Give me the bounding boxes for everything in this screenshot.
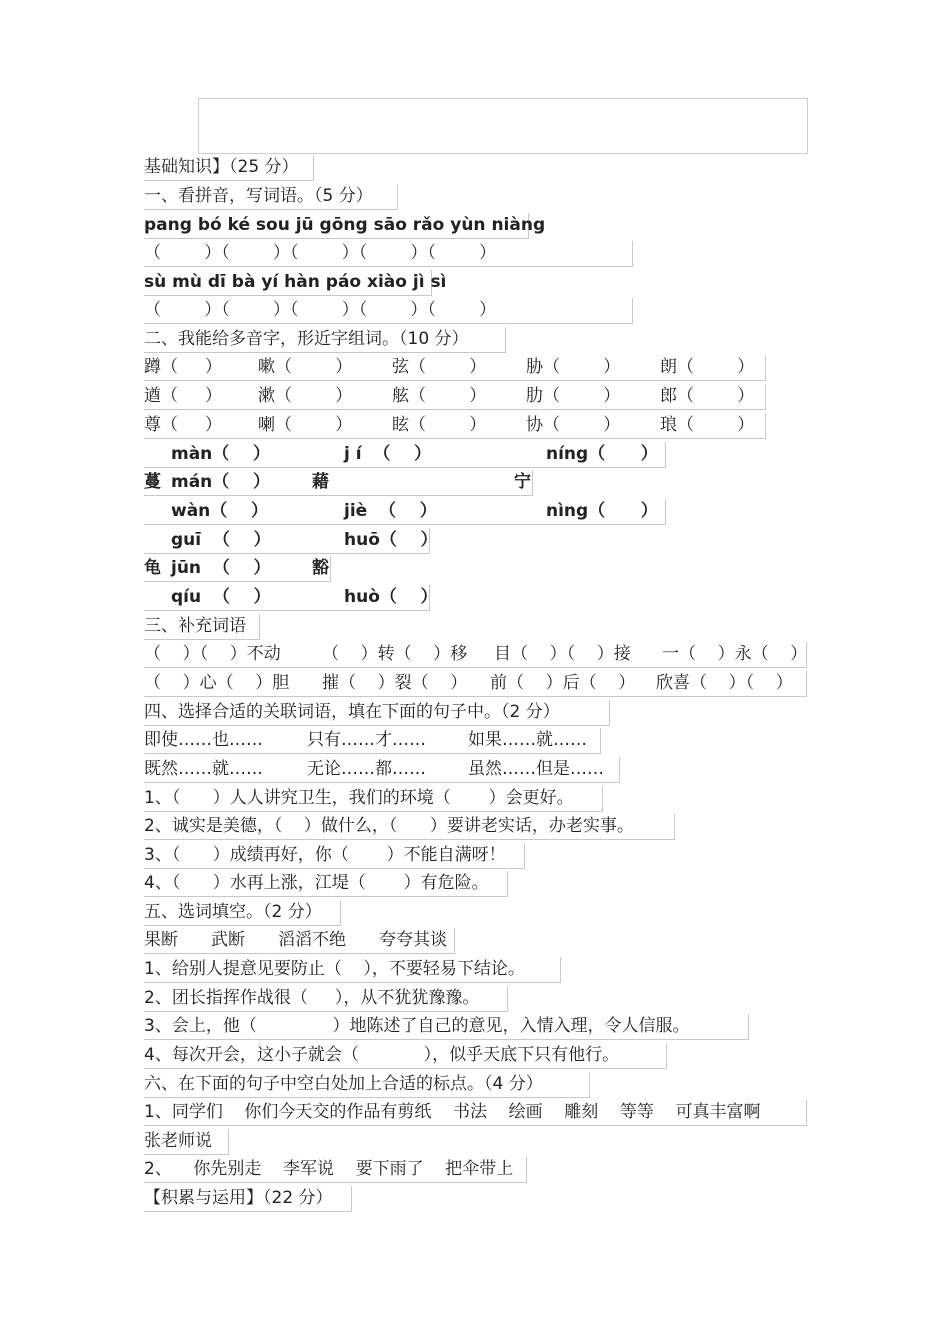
q2-cell[interactable]: 肋（ ）: [526, 386, 621, 406]
q2-poly-char: 宁: [514, 472, 531, 492]
q4-word: 如果……就……: [468, 730, 587, 750]
q2-poly-row: [144, 585, 438, 611]
q2-char-row: [144, 413, 766, 439]
q2-char-row: [144, 355, 766, 381]
q3-row: [144, 642, 807, 668]
q5-title: 五、选词填空。（2 分）: [144, 900, 341, 926]
q5-word: 武断: [211, 930, 245, 950]
section-title: 基础知识】（25 分）: [144, 155, 314, 181]
q4-sentence[interactable]: 2、诚实是美德，（ ）做什么，（ ）要讲老实话，办老实事。: [144, 814, 675, 840]
q6-sentence-cont[interactable]: 张老师说: [144, 1129, 229, 1155]
q2-poly-row: [144, 556, 331, 582]
q4-sentence[interactable]: 3、（ ）成绩再好，你（ ）不能自满呀！: [144, 843, 525, 869]
q4-word: 只有……才……: [307, 730, 426, 750]
q4-sentence[interactable]: 1、（ ）人人讲究卫生，我们的环境（ ）会更好。: [144, 786, 603, 812]
q2-cell[interactable]: 漱（ ）: [258, 386, 353, 406]
q5-sentence[interactable]: 2、团长指挥作战很（ ），从不犹犹豫豫。: [144, 986, 508, 1012]
q2-cell[interactable]: 协（ ）: [526, 415, 621, 435]
q4-word-row: [144, 757, 620, 783]
q2-cell[interactable]: 胁（ ）: [526, 357, 621, 377]
q2-poly-cell[interactable]: guī （ ）: [171, 530, 271, 550]
q5-sentence[interactable]: 1、给别人提意见要防止（ ），不要轻易下结论。: [144, 957, 561, 983]
q2-cell[interactable]: 郎（ ）: [660, 386, 755, 406]
q2-poly-char: 蔓: [144, 472, 161, 492]
q1-title: 一、看拼音，写词语。（5 分）: [144, 184, 398, 210]
q2-poly-cell[interactable]: wàn（ ）: [171, 501, 268, 521]
q2-cell[interactable]: 遒（ ）: [144, 386, 223, 406]
q2-poly-cell[interactable]: j í （ ）: [344, 444, 432, 464]
q3-row: [144, 671, 807, 697]
q2-poly-row: [144, 528, 438, 554]
q3-cell[interactable]: 目（ ）（ ）接: [494, 644, 631, 664]
q2-poly-cell[interactable]: huō（ ）: [344, 530, 438, 550]
q5-word: 滔滔不绝: [278, 930, 346, 950]
q4-word-row: [144, 728, 601, 754]
q2-cell[interactable]: 弦（ ）: [392, 357, 487, 377]
q5-word-row: [144, 928, 455, 954]
q2-poly-char: 龟: [144, 558, 161, 578]
q4-word: 即使……也……: [144, 730, 263, 750]
q2-cell[interactable]: 喇（ ）: [258, 415, 353, 435]
q4-word: 无论……都……: [307, 759, 426, 779]
q2-poly-cell[interactable]: jūn （ ）: [171, 558, 271, 578]
q2-poly-row: [144, 499, 666, 525]
q3-title: 三、补充词语: [144, 614, 260, 640]
q1-blanks-line1[interactable]: （ ）（ ）（ ）（ ）（ ）: [144, 241, 633, 267]
q2-poly-cell[interactable]: huò（ ）: [344, 587, 438, 607]
q5-sentence[interactable]: 3、会上，他（ ）地陈述了自己的意见，入情入理，令人信服。: [144, 1014, 749, 1040]
q1-pinyin-line1: pang bó ké sou jū gōng sāo rǎo yùn niàng: [144, 213, 529, 239]
q4-title: 四、选择合适的关联词语，填在下面的句子中。（2 分）: [144, 700, 610, 726]
q2-poly-cell[interactable]: nìng（ ）: [546, 501, 658, 521]
q2-char-row: [144, 384, 766, 410]
q6-title: 六、在下面的句子中空白处加上合适的标点。（4 分）: [144, 1072, 590, 1098]
q1-blanks-line2[interactable]: （ ）（ ）（ ）（ ）（ ）: [144, 298, 633, 324]
q2-cell[interactable]: 朗（ ）: [660, 357, 755, 377]
q2-cell[interactable]: 舷（ ）: [392, 386, 487, 406]
q2-title: 二、我能给多音字，形近字组词。（10 分）: [144, 327, 506, 353]
q2-cell[interactable]: 尊（ ）: [144, 415, 223, 435]
q2-poly-cell[interactable]: màn（ ）: [171, 444, 270, 464]
q2-poly-row: [144, 470, 533, 496]
q2-cell[interactable]: 蹲（ ）: [144, 357, 223, 377]
q6-sentence[interactable]: 2、 你先别走 李军说 要下雨了 把伞带上: [144, 1157, 527, 1183]
q2-cell[interactable]: 眩（ ）: [392, 415, 487, 435]
q2-poly-cell[interactable]: qíu （ ）: [171, 587, 271, 607]
q2-poly-char: 藉: [312, 472, 329, 492]
q1-pinyin-line2: sù mù dī bà yí hàn páo xiào jì sì: [144, 270, 432, 296]
q5-sentence[interactable]: 4、每次开会，这小子就会（ ），似乎天底下只有他行。: [144, 1043, 667, 1069]
header-box: [198, 98, 808, 154]
q3-cell[interactable]: 欣喜（ ）（ ）: [656, 673, 793, 693]
q5-word: 果断: [144, 930, 178, 950]
q3-cell[interactable]: （ ）转（ ）移: [322, 644, 468, 664]
q3-cell[interactable]: （ ）（ ）不动: [144, 644, 281, 664]
q2-poly-cell[interactable]: mán（ ）: [171, 472, 270, 492]
section-title: 【积累与运用】（22 分）: [144, 1186, 352, 1212]
q3-cell[interactable]: 摧（ ）裂（ ）: [322, 673, 468, 693]
q4-sentence[interactable]: 4、（ ）水再上涨，江堤（ ）有危险。: [144, 871, 508, 897]
q2-poly-cell[interactable]: níng（ ）: [546, 444, 658, 464]
q2-cell[interactable]: 琅（ ）: [660, 415, 755, 435]
q2-cell[interactable]: 嗽（ ）: [258, 357, 353, 377]
q4-word: 虽然……但是……: [468, 759, 604, 779]
q2-poly-row: [144, 442, 666, 468]
q3-cell[interactable]: 前（ ）后（ ）: [490, 673, 636, 693]
q3-cell[interactable]: （ ）心（ ）胆: [144, 673, 290, 693]
q2-poly-char: 豁: [312, 558, 329, 578]
q6-sentence[interactable]: 1、同学们 你们今天交的作品有剪纸 书法 绘画 雕刻 等等 可真丰富啊: [144, 1100, 807, 1126]
q2-poly-cell[interactable]: jiè （ ）: [344, 501, 437, 521]
q3-cell[interactable]: 一（ ）永（ ）: [662, 644, 808, 664]
q5-word: 夸夸其谈: [379, 930, 447, 950]
q4-word: 既然……就……: [144, 759, 263, 779]
